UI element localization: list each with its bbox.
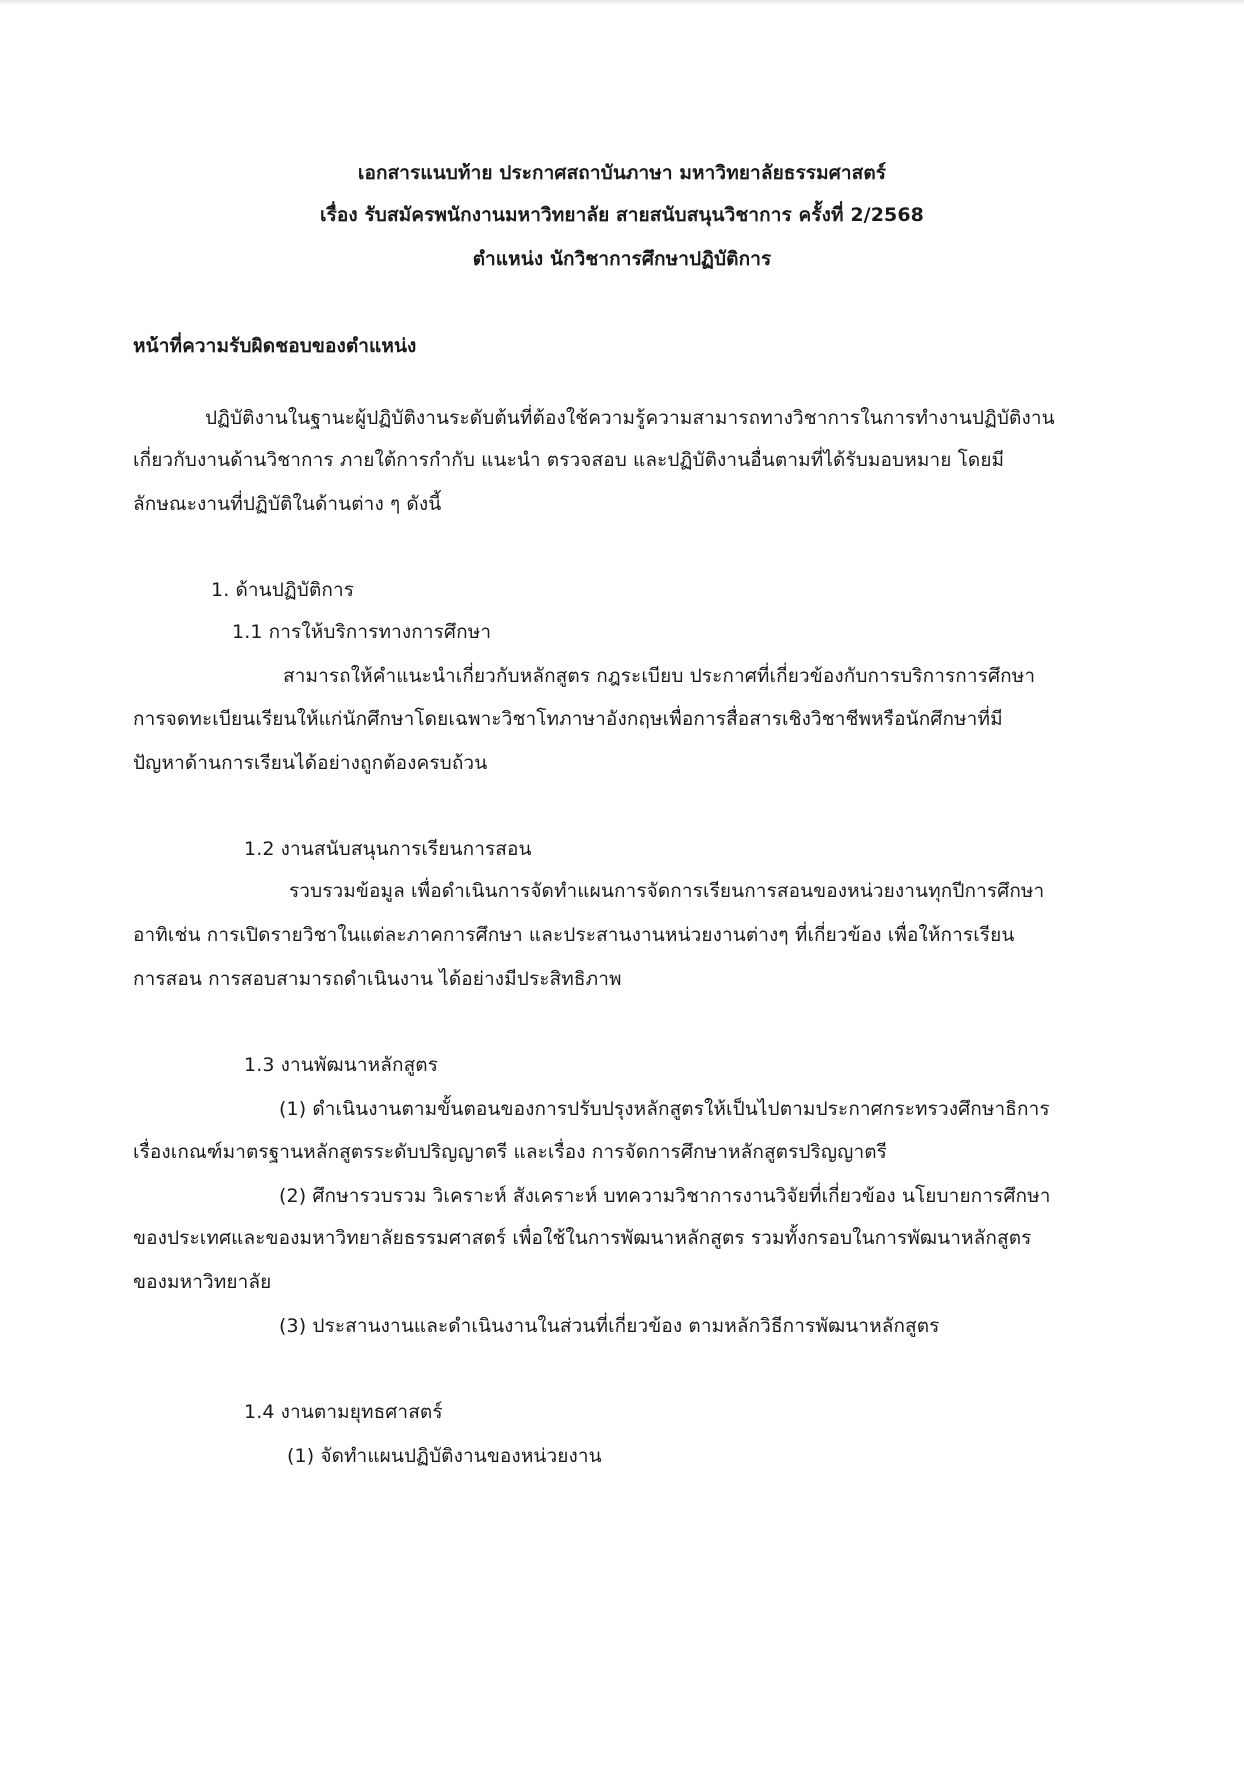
item-1-1-line-2: การจดทะเบียนเรียนให้แก่นักศึกษาโดยเฉพาะวิชาโทภาษาอังกฤษเพื่อการสื่อสารเชิงวิชาชีพหรือนักศึกษาที่มี: [133, 708, 1003, 730]
item-1-3-p3: (3) ประสานงานและดำเนินงานในส่วนที่เกี่ยวข้อง ตามหลักวิธีการพัฒนาหลักสูตร: [279, 1315, 940, 1337]
item-1-4-p1: (1) จัดทำแผนปฏิบัติงานของหน่วยงาน: [287, 1445, 602, 1467]
section-title: หน้าที่ความรับผิดชอบของตำแหน่ง: [133, 335, 417, 357]
header-line-2: เรื่อง รับสมัครพนักงานมหาวิทยาลัย สายสนับสนุนวิชาการ ครั้งที่ 2/2568: [320, 204, 924, 226]
scan-edge: [0, 0, 1244, 6]
item-1-2-line-1: รวบรวมข้อมูล เพื่อดำเนินการจัดทำแผนการจัดการเรียนการสอนของหน่วยงานทุกปีการศึกษา: [289, 880, 1045, 902]
item-1-3-p1-line-1: (1) ดำเนินงานตามขั้นตอนของการปรับปรุงหลักสูตรให้เป็นไปตามประกาศกระทรวงศึกษาธิการ: [279, 1098, 1050, 1120]
item-1-2-line-2: อาทิเช่น การเปิดรายวิชาในแต่ละภาคการศึกษา และประสานงานหน่วยงานต่างๆ ที่เกี่ยวข้อง เพื่อให้การเรียน: [133, 924, 1015, 946]
item-1-3-p2-line-1: (2) ศึกษารวบรวม วิเคราะห์ สังเคราะห์ บทความวิชาการงานวิจัยที่เกี่ยวข้อง นโยบายการศึกษา: [279, 1185, 1051, 1207]
item-1-1-title: 1.1 การให้บริการทางการศึกษา: [232, 621, 492, 643]
item-1-3-title: 1.3 งานพัฒนาหลักสูตร: [244, 1054, 439, 1076]
intro-line-3: ลักษณะงานที่ปฏิบัติในด้านต่าง ๆ ดังนี้: [133, 493, 442, 515]
item-1-3-p1-line-2: เรื่องเกณฑ์มาตรฐานหลักสูตรระดับปริญญาตรี และเรื่อง การจัดการศึกษาหลักสูตรปริญญาตรี: [133, 1141, 887, 1163]
header-line-3: ตำแหน่ง นักวิชาการศึกษาปฏิบัติการ: [472, 248, 772, 270]
intro-line-1: ปฏิบัติงานในฐานะผู้ปฏิบัติงานระดับต้นที่ต้องใช้ความรู้ความสามารถทางวิชาการในการทำงานปฏิบัติงาน: [205, 407, 1055, 429]
item-1-1-line-3: ปัญหาด้านการเรียนได้อย่างถูกต้องครบถ้วน: [133, 752, 488, 774]
item-1-1-line-1: สามารถให้คำแนะนำเกี่ยวกับหลักสูตร กฎระเบียบ ประกาศที่เกี่ยวข้องกับการบริการการศึกษา: [283, 665, 1036, 687]
item-1-2-line-3: การสอน การสอบสามารถดำเนินงาน ได้อย่างมีประสิทธิภาพ: [133, 968, 622, 990]
intro-line-2: เกี่ยวกับงานด้านวิชาการ ภายใต้การกำกับ แนะนำ ตรวจสอบ และปฏิบัติงานอื่นตามที่ได้รับมอบหมาย โดยมี: [133, 449, 1005, 471]
item-1-3-p2-line-3: ของมหาวิทยาลัย: [133, 1271, 272, 1293]
item-1-title: 1. ด้านปฏิบัติการ: [211, 579, 355, 601]
item-1-2-title: 1.2 งานสนับสนุนการเรียนการสอน: [244, 838, 532, 860]
item-1-4-title: 1.4 งานตามยุทธศาสตร์: [244, 1401, 443, 1423]
item-1-3-p2-line-2: ของประเทศและของมหาวิทยาลัยธรรมศาสตร์ เพื่อใช้ในการพัฒนาหลักสูตร รวมทั้งกรอบในการพัฒนาหลักสูตร: [133, 1227, 1032, 1249]
header-line-1: เอกสารแนบท้าย ประกาศสถาบันภาษา มหาวิทยาลัยธรรมศาสตร์: [357, 162, 887, 184]
